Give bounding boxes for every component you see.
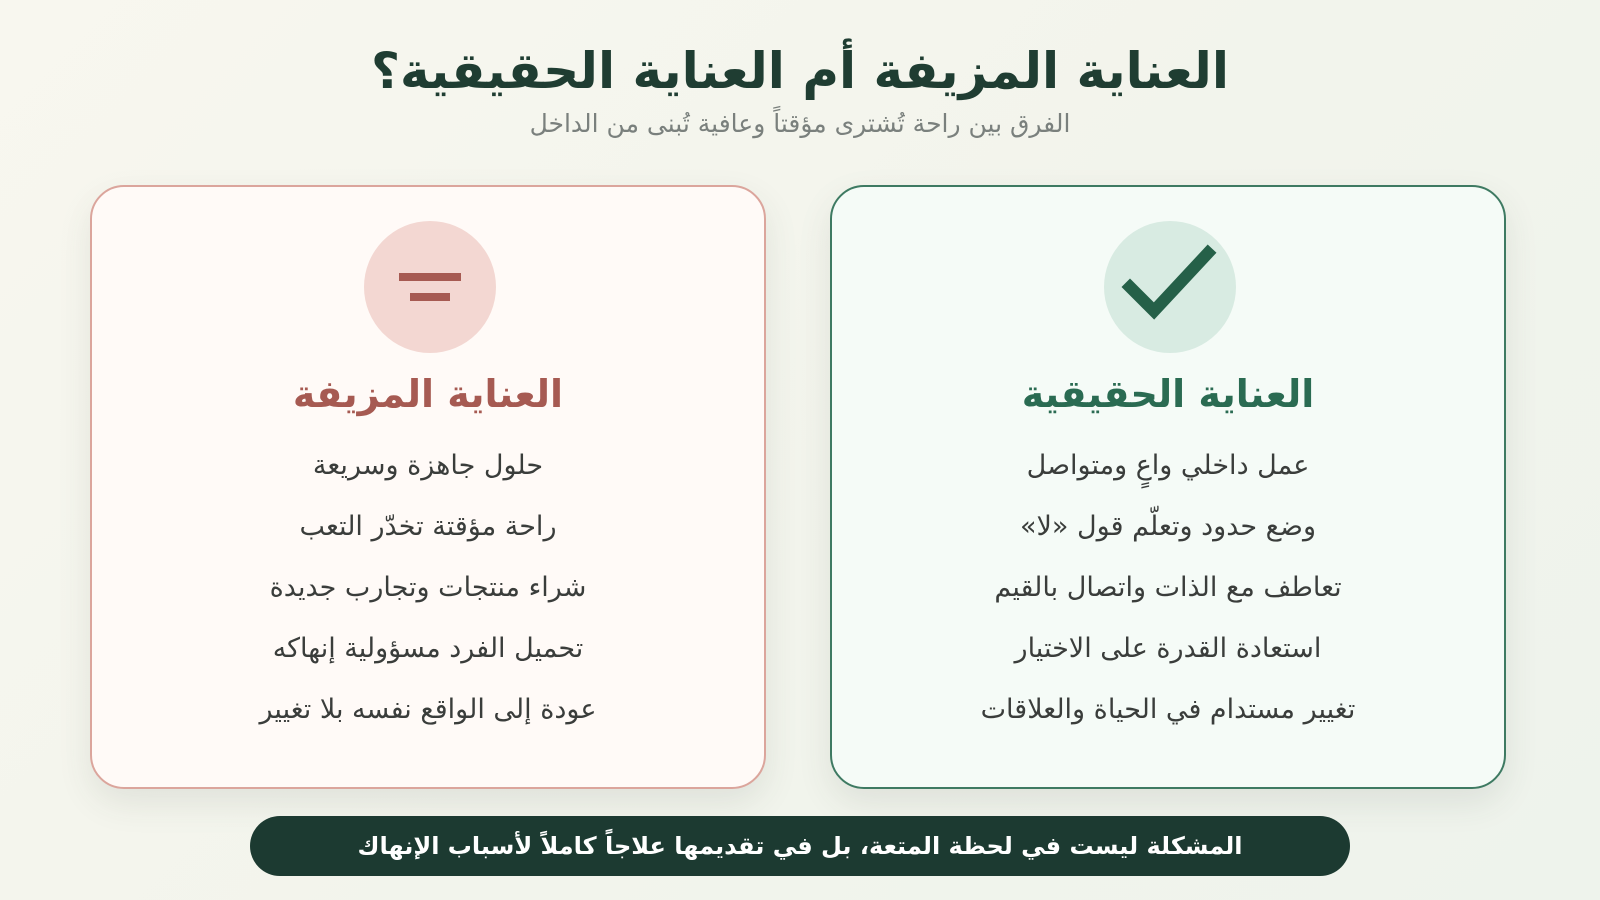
page-subtitle: الفرق بين راحة تُشترى مؤقتاً وعافية تُبنى من الداخل [529,109,1071,138]
equals-icon [364,221,496,353]
list-item: استعادة القدرة على الاختيار [1014,633,1322,664]
list-item: وضع حدود وتعلّم قول «لا» [1020,511,1316,542]
list-item: عمل داخلي واعٍ ومتواصل [1026,450,1310,481]
real-care-list [832,435,1504,740]
real-care-card [830,185,1506,789]
conclusion-banner: المشكلة ليست في لحظة المتعة، بل في تقديمها علاجاً كاملاً لأسباب الإنهاك [250,816,1350,876]
list-item: شراء منتجات وتجارب جديدة [269,572,587,603]
list-item: تحميل الفرد مسؤولية إنهاكه [272,633,584,664]
page-title: العناية المزيفة أم العناية الحقيقية؟ [371,42,1229,100]
list-item: تغيير مستدام في الحياة والعلاقات [980,694,1356,725]
list-item: عودة إلى الواقع نفسه بلا تغيير [259,694,597,725]
fake-care-title: العناية المزيفة [292,372,564,416]
real-care-title: العناية الحقيقية [1021,372,1315,416]
list-item: تعاطف مع الذات واتصال بالقيم [994,572,1342,603]
fake-care-list [92,435,764,740]
checkmark-icon [1104,221,1236,353]
list-item: حلول جاهزة وسريعة [312,450,544,481]
list-item: راحة مؤقتة تخدّر التعب [299,511,557,542]
fake-care-card [90,185,766,789]
